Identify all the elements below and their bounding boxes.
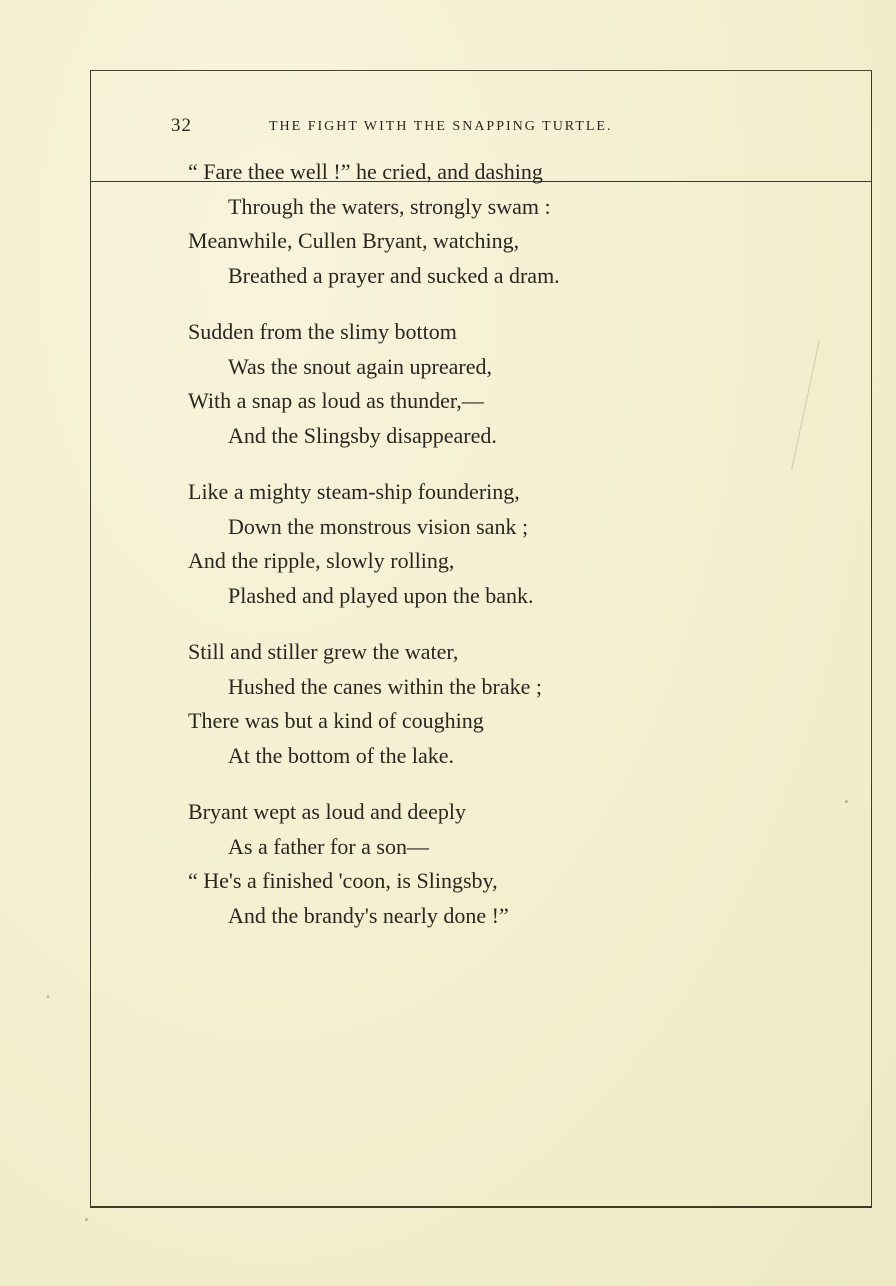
paper-speck xyxy=(47,995,49,998)
stanza-5 xyxy=(188,795,688,933)
stanza-1 xyxy=(188,155,688,293)
page-number: 32 xyxy=(171,115,192,136)
running-title: THE FIGHT WITH THE SNAPPING TURTLE. xyxy=(269,119,613,134)
stanza-3 xyxy=(188,475,688,613)
poem-line: At the bottom of the lake. xyxy=(228,742,455,768)
poem-line: And the brandy's nearly done !” xyxy=(228,902,509,928)
poem-line: Down the monstrous vision sank ; xyxy=(228,513,529,539)
poem-line: With a snap as loud as thunder,— xyxy=(188,388,484,413)
poem-line: “ He's a finished 'coon, is Slingsby, xyxy=(188,868,498,893)
poem-line: And the Slingsby disappeared. xyxy=(228,422,497,448)
poem-line: Was the snout again upreared, xyxy=(228,353,492,379)
poem-line: Through the waters, strongly swam : xyxy=(228,193,551,219)
poem-line: Bryant wept as loud and deeply xyxy=(188,799,466,824)
poem-line: There was but a kind of coughing xyxy=(188,708,484,733)
poem-line: As a father for a son— xyxy=(228,833,429,859)
stanza-2 xyxy=(188,315,688,453)
paper-speck xyxy=(845,800,848,803)
poem-line: Breathed a prayer and sucked a dram. xyxy=(228,262,560,288)
poem-line: Hushed the canes within the brake ; xyxy=(228,673,543,699)
poem-line: Like a mighty steam-ship foundering, xyxy=(188,479,520,504)
poem-line: And the ripple, slowly rolling, xyxy=(188,548,455,573)
poem-line: Sudden from the slimy bottom xyxy=(188,319,457,344)
paper-speck xyxy=(85,1218,88,1221)
poem-line: Still and stiller grew the water, xyxy=(188,639,459,664)
stanza-4 xyxy=(188,635,688,773)
poem-line: Plashed and played upon the bank. xyxy=(228,582,534,608)
poem xyxy=(188,155,688,955)
poem-line: “ Fare thee well !” he cried, and dashing xyxy=(188,159,543,184)
poem-line: Meanwhile, Cullen Bryant, watching, xyxy=(188,228,520,253)
